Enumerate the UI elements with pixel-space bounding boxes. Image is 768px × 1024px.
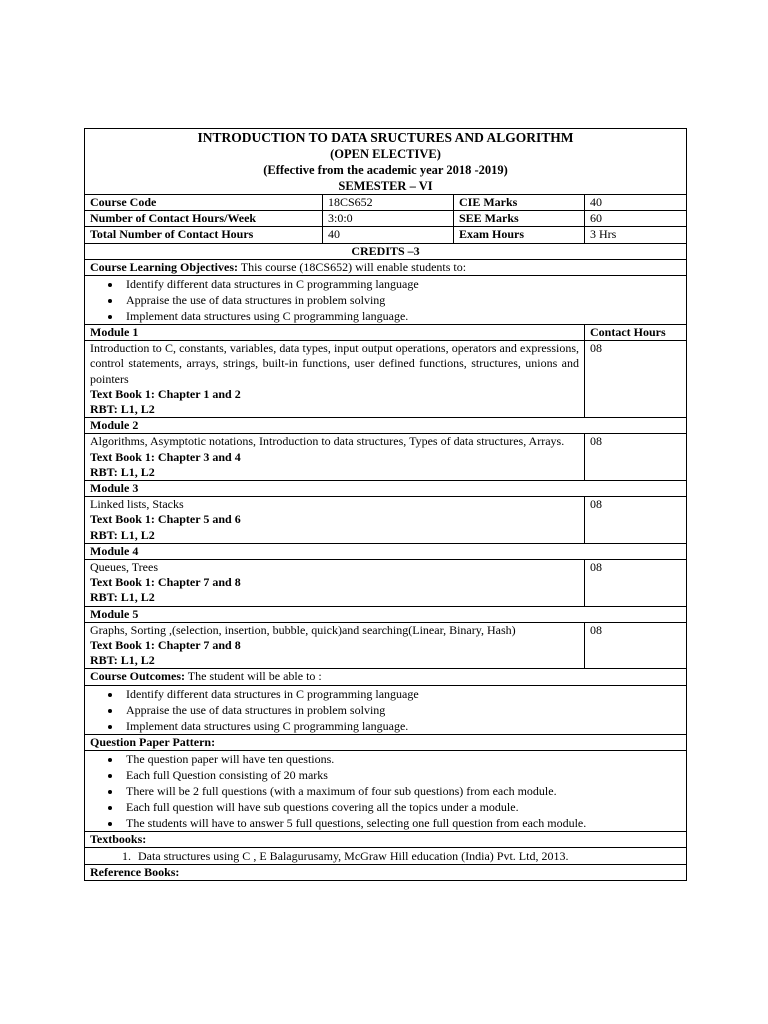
module-content: Algorithms, Asymptotic notations, Introduction to data structures, Types of data structures, Arrays.	[90, 434, 565, 449]
outcomes-list	[90, 686, 681, 734]
module-header-row	[85, 543, 687, 559]
module-header-row	[85, 606, 687, 622]
list-item: • The students will have to answer 5 full questions, selecting one full question from each module.	[122, 815, 681, 831]
contact-hours-header: Contact Hours	[585, 325, 687, 341]
module-hours: 08	[585, 622, 687, 669]
outcomes-header-row	[85, 669, 687, 685]
objectives-list	[90, 276, 681, 324]
module-title: Module 4	[85, 543, 687, 559]
module-hours: 08	[585, 341, 687, 418]
module-content: Graphs, Sorting ,(selection, insertion, bubble, quick)and searching(Linear, Binary, Hash)	[90, 622, 516, 637]
semester-label: SEMESTER – VI	[338, 179, 433, 193]
module-header-row	[85, 418, 687, 434]
module-rbt: RBT: L1, L2	[90, 590, 155, 605]
module-title: Module 1	[85, 325, 585, 341]
info-row	[85, 195, 687, 211]
module-header-row	[85, 481, 687, 497]
module-textbook: Text Book 1: Chapter 1 and 2	[90, 386, 241, 401]
textbooks-label: Textbooks:	[85, 831, 687, 847]
syllabus-document	[84, 128, 686, 881]
info-row	[85, 211, 687, 227]
module-title: Module 3	[85, 481, 687, 497]
cie-marks-label: CIE Marks	[454, 195, 585, 211]
info-row	[85, 227, 687, 243]
outcomes-intro: The student will be able to :	[184, 669, 322, 684]
references-label: Reference Books:	[85, 865, 687, 881]
module-content: Introduction to C, constants, variables, data types, input output operations, operators and expressions, control statements, arrays, strings, built-in functions, user defined functions, structures, unions and pointers	[90, 341, 579, 386]
module-textbook: Text Book 1: Chapter 7 and 8	[90, 638, 241, 653]
pattern-header-row	[85, 734, 687, 750]
course-title: INTRODUCTION TO DATA SRUCTURES AND ALGORITHM	[197, 130, 574, 145]
see-marks-value: 60	[585, 211, 687, 227]
textbooks-list-row	[85, 848, 687, 865]
total-contact-hours-value: 40	[323, 227, 454, 243]
list-item: • Identify different data structures in C programming language	[122, 276, 681, 292]
module-content-row	[85, 560, 687, 607]
module-textbook: Text Book 1: Chapter 5 and 6	[90, 512, 241, 527]
module-content-row	[85, 341, 687, 418]
module-hours: 08	[585, 560, 687, 607]
module-rbt: RBT: L1, L2	[90, 653, 155, 668]
module-rbt: RBT: L1, L2	[90, 464, 155, 479]
module-content: Linked lists, Stacks	[90, 497, 184, 512]
course-code-value: 18CS652	[323, 195, 454, 211]
module-hours: 08	[585, 434, 687, 481]
module-textbook: Text Book 1: Chapter 7 and 8	[90, 575, 241, 590]
contact-hours-week-label: Number of Contact Hours/Week	[85, 211, 323, 227]
pattern-list	[90, 751, 681, 831]
list-item: 1. Data structures using C , E Balagurusamy, McGraw Hill education (India) Pvt. Ltd, 2013.	[134, 848, 681, 864]
module-header-row	[85, 325, 687, 341]
module-title: Module 5	[85, 606, 687, 622]
module-hours: 08	[585, 497, 687, 544]
credits-label: CREDITS –3	[85, 243, 687, 259]
list-item: • Each full question will have sub questions covering all the topics under a module.	[122, 799, 681, 815]
module-rbt: RBT: L1, L2	[90, 402, 155, 417]
outcomes-label: Course Outcomes:	[90, 669, 185, 684]
effective-year: (Effective from the academic year 2018 -2019)	[263, 163, 508, 177]
pattern-list-row	[85, 750, 687, 831]
exam-hours-value: 3 Hrs	[585, 227, 687, 243]
course-code-label: Course Code	[85, 195, 323, 211]
list-item: • Implement data structures using C programming language.	[122, 308, 681, 324]
course-header-row	[85, 129, 687, 195]
course-subtitle: (OPEN ELECTIVE)	[330, 147, 441, 161]
list-item: • Identify different data structures in C programming language	[122, 686, 681, 702]
exam-hours-label: Exam Hours	[454, 227, 585, 243]
module-content: Queues, Trees	[90, 560, 158, 575]
outcomes-list-row	[85, 685, 687, 734]
module-textbook: Text Book 1: Chapter 3 and 4	[90, 449, 241, 464]
module-rbt: RBT: L1, L2	[90, 527, 155, 542]
module-content-row	[85, 497, 687, 544]
list-item: • Implement data structures using C programming language.	[122, 718, 681, 734]
list-item: • Each full Question consisting of 20 marks	[122, 767, 681, 783]
module-content-row	[85, 622, 687, 669]
objectives-label: Course Learning Objectives:	[90, 259, 238, 274]
objectives-intro: This course (18CS652) will enable students to:	[237, 259, 467, 274]
objectives-header-row	[85, 259, 687, 275]
textbooks-header-row	[85, 831, 687, 847]
module-content-row	[85, 434, 687, 481]
textbooks-list	[90, 848, 681, 864]
list-item: • Appraise the use of data structures in problem solving	[122, 292, 681, 308]
module-title: Module 2	[85, 418, 687, 434]
cie-marks-value: 40	[585, 195, 687, 211]
syllabus-table	[84, 128, 687, 881]
see-marks-label: SEE Marks	[454, 211, 585, 227]
contact-hours-week-value: 3:0:0	[323, 211, 454, 227]
list-item: • The question paper will have ten questions.	[122, 751, 681, 767]
list-item: • There will be 2 full questions (with a maximum of four sub questions) from each module.	[122, 783, 681, 799]
pattern-label: Question Paper Pattern:	[85, 734, 687, 750]
objectives-list-row	[85, 276, 687, 325]
list-item: • Appraise the use of data structures in problem solving	[122, 702, 681, 718]
total-contact-hours-label: Total Number of Contact Hours	[85, 227, 323, 243]
credits-row	[85, 243, 687, 259]
references-header-row	[85, 865, 687, 881]
